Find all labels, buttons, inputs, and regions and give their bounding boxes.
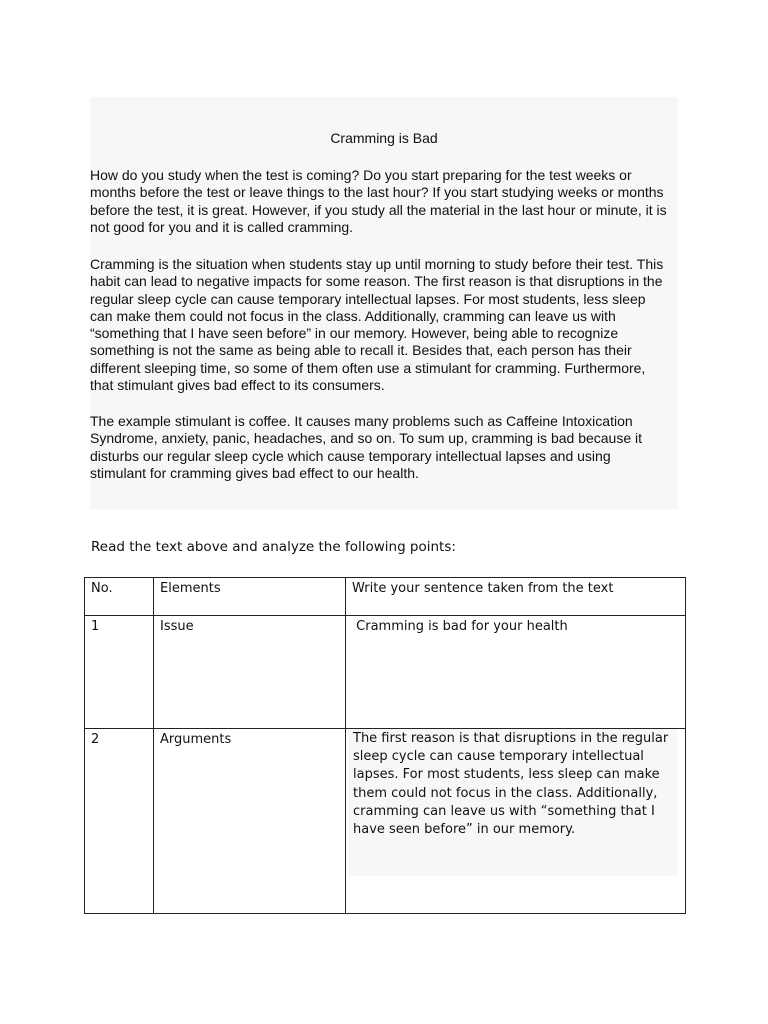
element-label: Issue	[160, 619, 194, 634]
header-label: No.	[91, 581, 113, 596]
row-number: 1	[91, 619, 100, 634]
row-number: 2	[91, 732, 100, 747]
analysis-table	[84, 577, 686, 914]
sentence-text[interactable]: Cramming is bad for your health	[352, 619, 568, 634]
table-row	[85, 616, 686, 729]
cell-no	[85, 616, 154, 729]
essay-paragraph: The example stimulant is coffee. It causes many problems such as Caffeine Intoxication Syndrome, anxiety, panic, headaches, and so on. To sum up, cramming is bad because it disturbs our regular sleep cycle which cause temporary intellectual lapses and using stimulant for cramming gives bad effect to our health.	[90, 413, 643, 481]
essay-paragraph: Cramming is the situation when students stay up until morning to study before their test. This habit can lead to negative impacts for some reason. The first reason is that disruptions in the regular sleep cycle can cause temporary intellectual lapses. For most students, less sleep can make them could not focus in the class. Additionally, cramming can leave us with “something that I have seen before” in our memory. However, being able to recognize something is not the same as being able to recall it. Besides that, each person has their different sleeping time, so some of them often use a stimulant for cramming. Furthermore, that stimulant gives bad effect to its consumers.	[90, 256, 664, 394]
header-cell-no	[85, 578, 154, 616]
header-cell-elements	[154, 578, 346, 616]
essay-title: Cramming is Bad	[330, 130, 438, 146]
table-header-row	[85, 578, 686, 616]
instruction-text: Read the text above and analyze the following points:	[91, 539, 456, 555]
cell-sentence[interactable]	[346, 616, 686, 729]
header-label: Elements	[160, 581, 221, 596]
cell-element	[154, 616, 346, 729]
sentence-text[interactable]: The first reason is that disruptions in the regular sleep cycle can cause temporary intellectual lapses. For most students, less sleep can make them could not focus in the class. Additionally, cramming can leave us with “something that I have seen before” in our memory.	[348, 729, 677, 876]
table-row	[85, 729, 686, 914]
header-label: Write your sentence taken from the text	[352, 581, 614, 596]
essay-paragraph: How do you study when the test is coming? Do you start preparing for the test weeks or months before the test or leave things to the last hour? If you start studying weeks or months before the test, it is great. However, if you study all the material in the last hour or minute, it is not good for you and it is called cramming.	[90, 167, 667, 235]
cell-element	[154, 729, 346, 914]
cell-sentence[interactable]	[346, 729, 686, 914]
element-label: Arguments	[160, 732, 232, 747]
header-cell-sentence	[346, 578, 686, 616]
cell-no	[85, 729, 154, 914]
